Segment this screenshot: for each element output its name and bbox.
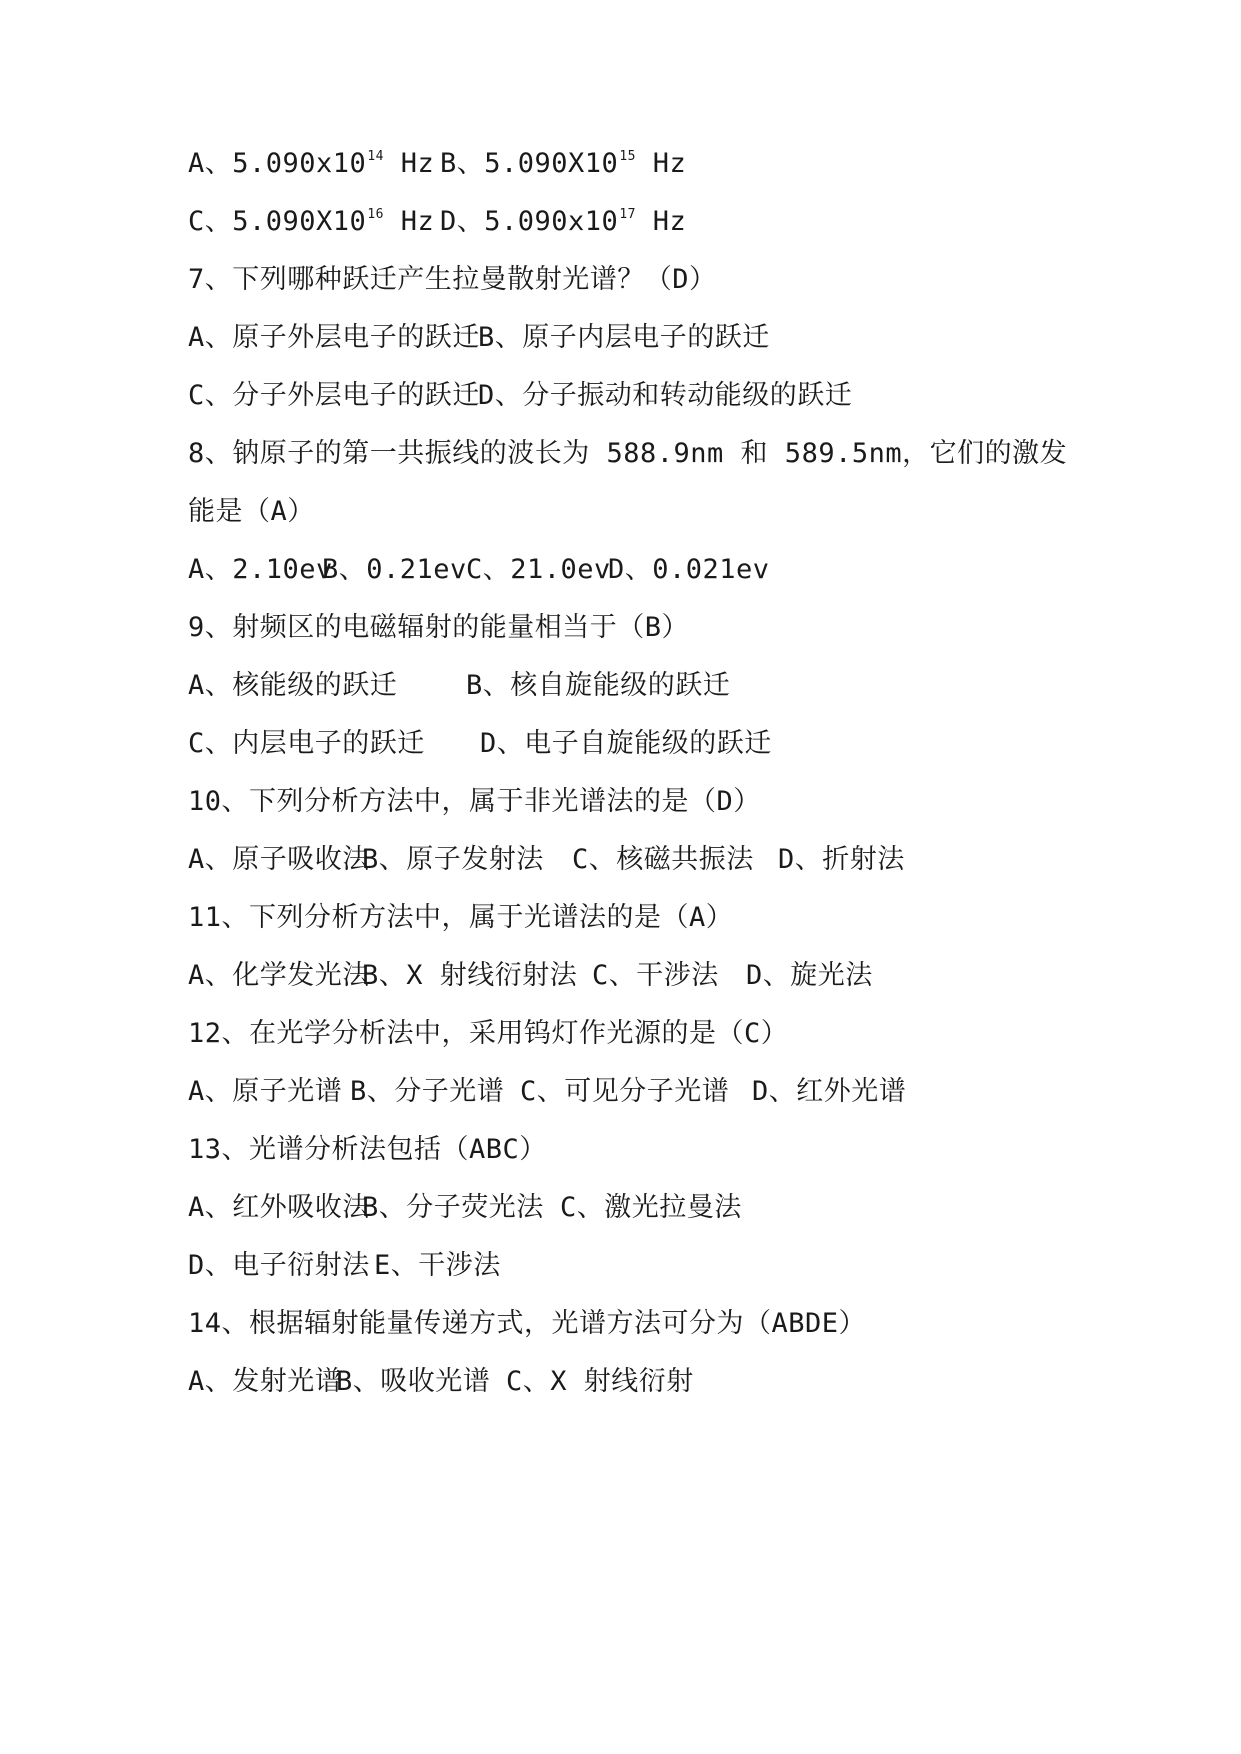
- q8-option-d: D、0.021ev: [608, 554, 770, 585]
- q7-option-c: C、分子外层电子的跃迁: [188, 380, 480, 411]
- q9-option-c: C、内层电子的跃迁: [188, 728, 425, 759]
- q13-option-a: A、红外吸收法: [188, 1192, 370, 1223]
- q6-option-c: C、$5.090X10^{16}$ Hz: [188, 206, 435, 237]
- q6-option-b: B、$5.090X10^{15}$ Hz: [440, 148, 687, 179]
- q13-option-c: C、激光拉曼法: [560, 1192, 742, 1223]
- q12-option-d: D、红外光谱: [752, 1076, 907, 1107]
- q8-option-b: B、0.21ev: [322, 554, 467, 585]
- q7-option-b: B、原子内层电子的跃迁: [478, 322, 770, 353]
- q13-option-e: E、干涉法: [374, 1250, 501, 1281]
- q11-question: 11、下列分析方法中，属于光谱法的是（A）: [188, 902, 734, 933]
- q9-option-a: A、核能级的跃迁: [188, 670, 398, 701]
- q8-question-line-1: 8、钠原子的第一共振线的波长为 588.9nm 和 589.5nm，它们的激发: [188, 438, 1068, 469]
- q8-option-a: A、2.10ev: [188, 554, 333, 585]
- q12-option-c: C、可见分子光谱: [520, 1076, 730, 1107]
- q12-question: 12、在光学分析法中，采用钨灯作光源的是（C）: [188, 1018, 789, 1049]
- q7-question: 7、下列哪种跃迁产生拉曼散射光谱？（D）: [188, 264, 717, 295]
- q8-option-c: C、21.0ev: [466, 554, 611, 585]
- q7-option-d: D、分子振动和转动能级的跃迁: [478, 380, 853, 411]
- q10-question: 10、下列分析方法中，属于非光谱法的是（D）: [188, 786, 761, 817]
- q13-option-d: D、电子衍射法: [188, 1250, 370, 1281]
- q11-option-b: B、X 射线衍射法: [362, 960, 578, 991]
- q10-option-a: A、原子吸收法: [188, 844, 370, 875]
- q14-option-a: A、发射光谱: [188, 1366, 343, 1397]
- q13-option-b: B、分子荧光法: [362, 1192, 544, 1223]
- q11-option-c: C、干涉法: [592, 960, 719, 991]
- q11-option-a: A、化学发光法: [188, 960, 370, 991]
- q14-option-b: B、吸收光谱: [336, 1366, 491, 1397]
- q6-option-a: A、$5.090x10^{14}$ Hz: [188, 148, 435, 179]
- q9-question: 9、射频区的电磁辐射的能量相当于（B）: [188, 612, 690, 643]
- q8-question-line-2: 能是（A）: [188, 496, 315, 527]
- q10-option-d: D、折射法: [778, 844, 905, 875]
- q14-option-c: C、X 射线衍射: [506, 1366, 694, 1397]
- q9-option-d: D、电子自旋能级的跃迁: [480, 728, 772, 759]
- q7-option-a: A、原子外层电子的跃迁: [188, 322, 480, 353]
- q14-question: 14、根据辐射能量传递方式，光谱方法可分为（ABDE）: [188, 1308, 867, 1339]
- q13-question: 13、光谱分析法包括（ABC）: [188, 1134, 547, 1165]
- q10-option-b: B、原子发射法: [362, 844, 544, 875]
- q6-option-d: D、$5.090x10^{17}$ Hz: [440, 206, 687, 237]
- q9-option-b: B、核自旋能级的跃迁: [466, 670, 731, 701]
- q12-option-a: A、原子光谱: [188, 1076, 343, 1107]
- q12-option-b: B、分子光谱: [350, 1076, 505, 1107]
- q10-option-c: C、核磁共振法: [572, 844, 754, 875]
- q11-option-d: D、旋光法: [746, 960, 873, 991]
